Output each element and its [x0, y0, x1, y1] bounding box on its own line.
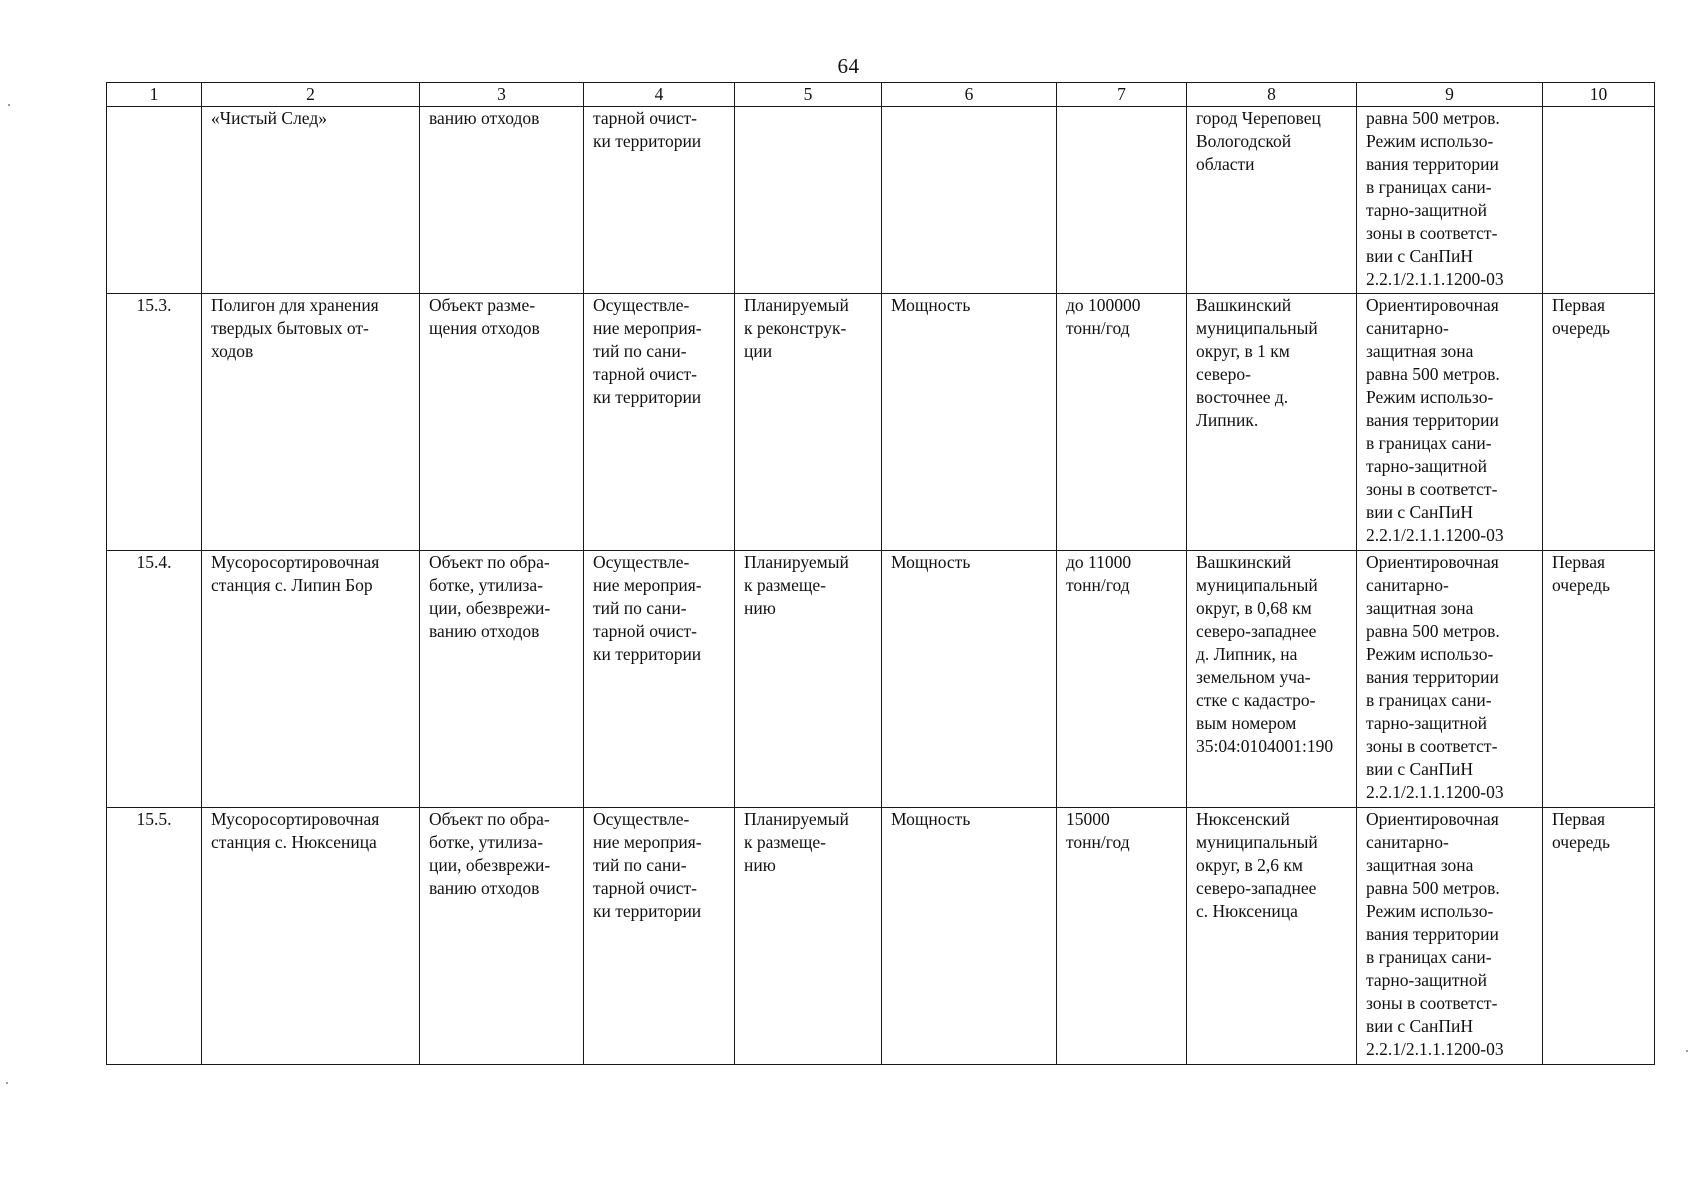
object-location: Вашкинский муниципальный округ, в 1 км северо- восточнее д. Липник.: [1187, 294, 1357, 551]
object-stage: Первая очередь: [1543, 294, 1655, 551]
object-purpose: Осуществле- ние мероприя- тий по сани- тарной очист- ки территории: [584, 551, 735, 808]
object-name: Полигон для хранения твердых бытовых от- ходов: [202, 294, 420, 551]
object-category: Объект по обра- ботке, утилиза- ции, обезврежи- ванию отходов: [420, 551, 584, 808]
object-stage: [1543, 107, 1655, 294]
object-purpose: Осуществле- ние мероприя- тий по сани- тарной очист- ки территории: [584, 808, 735, 1065]
object-status: [735, 107, 882, 294]
object-zone: Ориентировочная санитарно- защитная зона равна 500 метров. Режим использо- вания территории в границах сани- тарно-защитной зоны в соответст- вии с СанПиН 2.2.1/2.1.1.1200-03: [1357, 808, 1543, 1065]
object-category: Объект разме- щения отходов: [420, 294, 584, 551]
object-location: Вашкинский муниципальный округ, в 0,68 км северо-западнее д. Липник, на земельном уча- стке с кадастро- вым номером 35:04:0104001:190: [1187, 551, 1357, 808]
object-status: Планируемый к размеще- нию: [735, 808, 882, 1065]
object-purpose: Осуществле- ние мероприя- тий по сани- тарной очист- ки территории: [584, 294, 735, 551]
object-name: «Чистый След»: [202, 107, 420, 294]
object-zone: Ориентировочная санитарно- защитная зона равна 500 метров. Режим использо- вания территории в границах сани- тарно-защитной зоны в соответст- вии с СанПиН 2.2.1/2.1.1.1200-03: [1357, 551, 1543, 808]
object-status: Планируемый к размеще- нию: [735, 551, 882, 808]
object-value: 15000 тонн/год: [1057, 808, 1187, 1065]
object-zone: Ориентировочная санитарно- защитная зона равна 500 метров. Режим использо- вания территории в границах сани- тарно-защитной зоны в соответст- вии с СанПиН 2.2.1/2.1.1.1200-03: [1357, 294, 1543, 551]
object-value: до 11000 тонн/год: [1057, 551, 1187, 808]
column-header: 10: [1543, 83, 1655, 107]
row-number: 15.5.: [107, 808, 202, 1065]
object-location: Нюксенский муниципальный округ, в 2,6 км северо-западнее с. Нюксеница: [1187, 808, 1357, 1065]
column-header: 7: [1057, 83, 1187, 107]
objects-table: [106, 82, 1655, 1065]
object-characteristic: Мощность: [882, 808, 1057, 1065]
column-header: 4: [584, 83, 735, 107]
page-number: 64: [837, 54, 860, 78]
column-header: 1: [107, 83, 202, 107]
object-name: Мусоросортировочная станция с. Липин Бор: [202, 551, 420, 808]
scan-speck: [1686, 1050, 1688, 1052]
table-row: [107, 294, 1655, 551]
object-name: Мусоросортировочная станция с. Нюксеница: [202, 808, 420, 1065]
object-purpose: тарной очист- ки территории: [584, 107, 735, 294]
object-characteristic: Мощность: [882, 551, 1057, 808]
object-characteristic: [882, 107, 1057, 294]
object-category: Объект по обра- ботке, утилиза- ции, обезврежи- ванию отходов: [420, 808, 584, 1065]
column-header: 8: [1187, 83, 1357, 107]
row-number: [107, 107, 202, 294]
table-row: [107, 107, 1655, 294]
column-header: 6: [882, 83, 1057, 107]
table-row: [107, 808, 1655, 1065]
object-category: ванию отходов: [420, 107, 584, 294]
object-value: до 100000 тонн/год: [1057, 294, 1187, 551]
object-zone: равна 500 метров. Режим использо- вания территории в границах сани- тарно-защитной зоны в соответст- вии с СанПиН 2.2.1/2.1.1.1200-03: [1357, 107, 1543, 294]
object-value: [1057, 107, 1187, 294]
column-header: 3: [420, 83, 584, 107]
row-number: 15.4.: [107, 551, 202, 808]
object-status: Планируемый к реконструк- ции: [735, 294, 882, 551]
scan-speck: [8, 104, 10, 106]
column-header: 9: [1357, 83, 1543, 107]
row-number: 15.3.: [107, 294, 202, 551]
scan-speck: [6, 1082, 8, 1084]
object-characteristic: Мощность: [882, 294, 1057, 551]
column-header: 5: [735, 83, 882, 107]
object-stage: Первая очередь: [1543, 551, 1655, 808]
table-row: [107, 551, 1655, 808]
object-location: город Череповец Вологодской области: [1187, 107, 1357, 294]
object-stage: Первая очередь: [1543, 808, 1655, 1065]
column-header: 2: [202, 83, 420, 107]
column-number-row: [107, 83, 1655, 107]
